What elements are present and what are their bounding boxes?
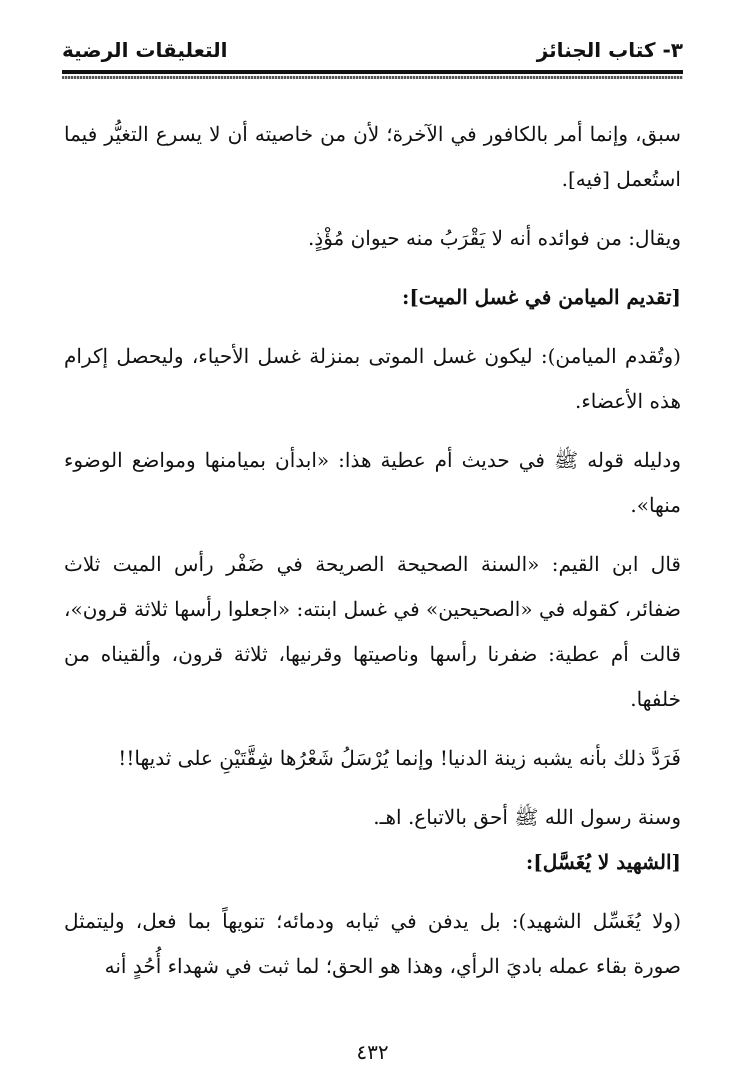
paragraph: قال ابن القيم: «السنة الصحيحة الصريحة في ضَفْر رأس الميت ثلاث ضفائر، كقوله في «الصحيحين» في غسل ابنته: «اجعلوا رأسها ثلاثة قرون»، قالت أم عطية: ضفرنا رأسها وناصيتها وقرنيها، ثلاثة قرون، وألقيناه من خلفها. [64,552,681,711]
section-heading: [تقديم الميامن في غسل الميت]: [401,285,681,309]
book-title: التعليقات الرضية [62,38,228,62]
paragraph: وسنة رسول الله ﷺ أحق بالاتباع. اهـ. [373,805,681,829]
chapter-title: ٣- كتاب الجنائز [536,38,683,62]
running-header [62,38,683,68]
page-number: ٤٣٢ [356,1040,389,1064]
paragraph: فَرَدَّ ذلك بأنه يشبه زينة الدنيا! وإنما يُرْسَلُ شَعْرُها شِقَّتَيْنِ على ثديها!! [118,746,681,770]
paragraph: ودليله قوله ﷺ في حديث أم عطية هذا: «ابدأن بميامنها ومواضع الوضوء منها». [64,448,681,517]
header-rule-dotted [62,76,683,79]
header-rule [62,70,683,74]
paragraph: (ولا يُغَسِّل الشهيد): بل يدفن في ثيابه ودمائه؛ تنويهاً بما فعل، وليتمثل صورة بقاء عمله باديَ الرأي، وهذا هو الحق؛ لما ثبت في شهداء أُحُدٍ أنه [64,909,681,978]
page-body [64,112,681,989]
paragraph: ويقال: من فوائده أنه لا يَقْرَبُ منه حيوان مُؤْذٍ. [307,226,681,250]
section-heading: [الشهيد لا يُغَسَّل]: [525,850,681,874]
paragraph: (وتُقدم الميامن): ليكون غسل الموتى بمنزلة غسل الأحياء، وليحصل إكرام هذه الأعضاء. [64,344,681,413]
paragraph: سبق، وإنما أمر بالكافور في الآخرة؛ لأن من خاصيته أن لا يسرع التغيُّر فيما استُعمل [فيه]. [64,122,681,191]
